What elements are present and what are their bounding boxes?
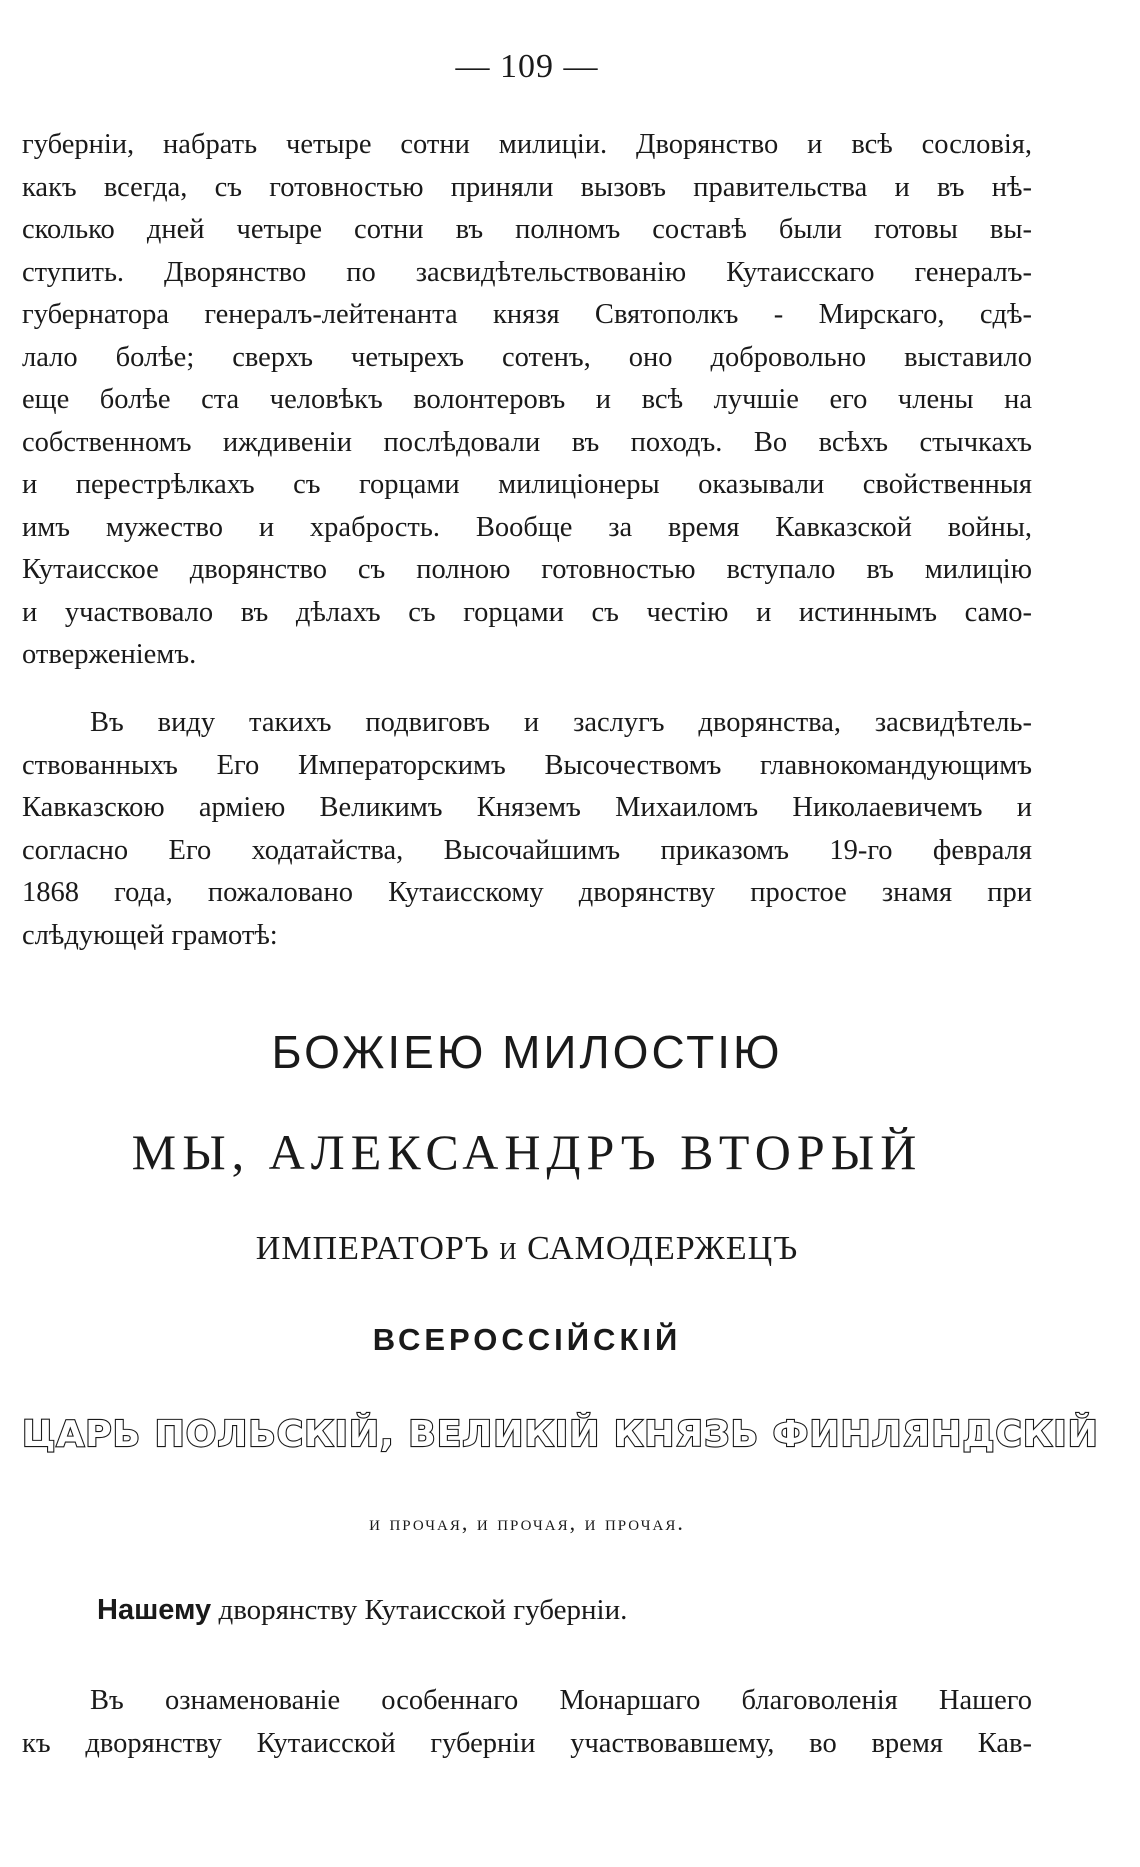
text-line: и участвовало въ дѣлахъ съ горцами съ честію и истиннымъ само- [22, 596, 1032, 628]
salutation-rest: дворянству Кутаисской губерніи. [211, 1594, 628, 1626]
text-line: ступить. Дворянство по засвидѣтельствованію Кутаисскаго генералъ- [22, 256, 1032, 288]
text-line: Кутаисское дворянство съ полною готовностью вступало въ милицію [22, 554, 1032, 585]
text-line: Въ ознаменованіе особеннаго Монаршаго благоволенія Нашего [90, 1685, 1032, 1716]
charter-salutation [97, 1594, 627, 1627]
charter-title-king-poland-finland: ЦАРЬ ПОЛЬСКІЙ, ВЕЛИКІЙ КНЯЗЬ ФИНЛЯНДСКІЙ [22, 1414, 1099, 1455]
charter-title-all-russian: ВСЕРОССІЙСКІЙ [372, 1322, 682, 1357]
text-line: Кавказскою арміею Великимъ Княземъ Михаиломъ Николаевичемъ и [22, 792, 1032, 823]
text-line: лало болѣе; сверхъ четырехъ сотенъ, оно добровольно выставило [22, 341, 1032, 373]
text-line: отверженіемъ. [22, 639, 197, 670]
charter-title-emperor-name: МЫ, АЛЕКСАНДРЪ ВТОРЫЙ [131, 1124, 923, 1180]
text-line: сколько дней четыре сотни въ полномъ составѣ были готовы вы- [22, 214, 1032, 245]
charter-title-et-cetera: и прочая, и прочая, и прочая. [369, 1510, 685, 1535]
text-line: ствованныхъ Его Императорскимъ Высочествомъ главнокомандующимъ [22, 749, 1032, 781]
salutation-bold: Нашему [97, 1594, 212, 1626]
text-line: Въ виду такихъ подвиговъ и заслугъ дворянства, засвидѣтель- [90, 707, 1032, 738]
text-line: губерніи, набрать четыре сотни милиціи. Дворянство и всѣ сословія, [22, 129, 1032, 160]
paragraph-2 [22, 702, 1032, 957]
text-line: какъ всегда, съ готовностью приняли вызовъ правительства и въ нѣ- [22, 171, 1032, 203]
charter-title-emperor-autocrat: ИМПЕРАТОРЪ и САМОДЕРЖЕЦЪ [255, 1230, 799, 1267]
text-line: къ дворянству Кутаисской губерніи участвовавшему, во время Кав- [22, 1727, 1032, 1759]
text-line: и перестрѣлкахъ съ горцами милиціонеры оказывали свойственныя [22, 469, 1032, 500]
text-line: еще болѣе ста человѣкъ волонтеровъ и всѣ лучшіе его члены на [22, 384, 1032, 415]
text-line: имъ мужество и храбрость. Вообще за время Кавказской войны, [22, 511, 1032, 543]
text-line: слѣдующей грамотѣ: [22, 919, 278, 951]
paragraph-3 [22, 1680, 1032, 1765]
page-number: — 109 — [455, 48, 599, 85]
text-line: собственномъ иждивеніи послѣдовали въ походъ. Во всѣхъ стычкахъ [22, 426, 1032, 458]
text-line: 1868 года, пожаловано Кутаисскому дворянству простое знамя при [22, 877, 1032, 908]
text-line: согласно Его ходатайства, Высочайшимъ приказомъ 19-го февраля [22, 834, 1032, 866]
paragraph-1 [22, 124, 1032, 677]
charter-title-by-gods-grace: БОЖІЕЮ МИЛОСТІЮ [271, 1026, 783, 1078]
text-line: губернатора генералъ-лейтенанта князя Святополкъ - Мирскаго, сдѣ- [22, 299, 1032, 330]
